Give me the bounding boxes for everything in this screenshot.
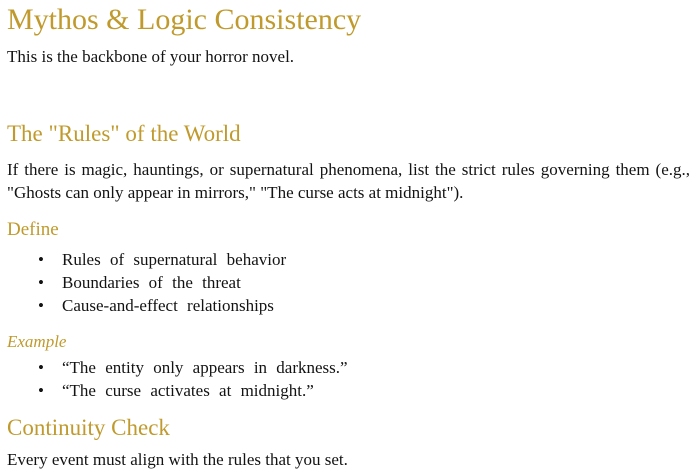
section-heading-continuity-check: Continuity Check [7,415,170,440]
continuity-description: Every event must align with the rules that you set. [7,450,348,469]
subsection-heading-example: Example [7,332,67,351]
list-item: • “The curse activates at midnight.” [7,379,690,402]
list-item: • “The entity only appears in darkness.” [7,356,690,379]
subsection-heading-define: Define [7,219,59,240]
example-list [7,356,690,402]
list-item: • Cause-and-effect relationships [7,294,690,317]
rules-description: If there is magic, hauntings, or supernatural phenomena, list the strict rules governing them (e.g., "Ghosts can only appear in mirrors," "The curse acts at midnight"). [7,160,690,202]
section-heading-rules-of-the-world: The "Rules" of the World [7,121,241,146]
define-list [7,248,690,317]
intro-text: This is the backbone of your horror novel. [7,47,295,66]
page-title: Mythos & Logic Consistency [7,3,362,36]
list-item: • Boundaries of the threat [7,271,690,294]
list-item: • Rules of supernatural behavior [7,248,690,271]
